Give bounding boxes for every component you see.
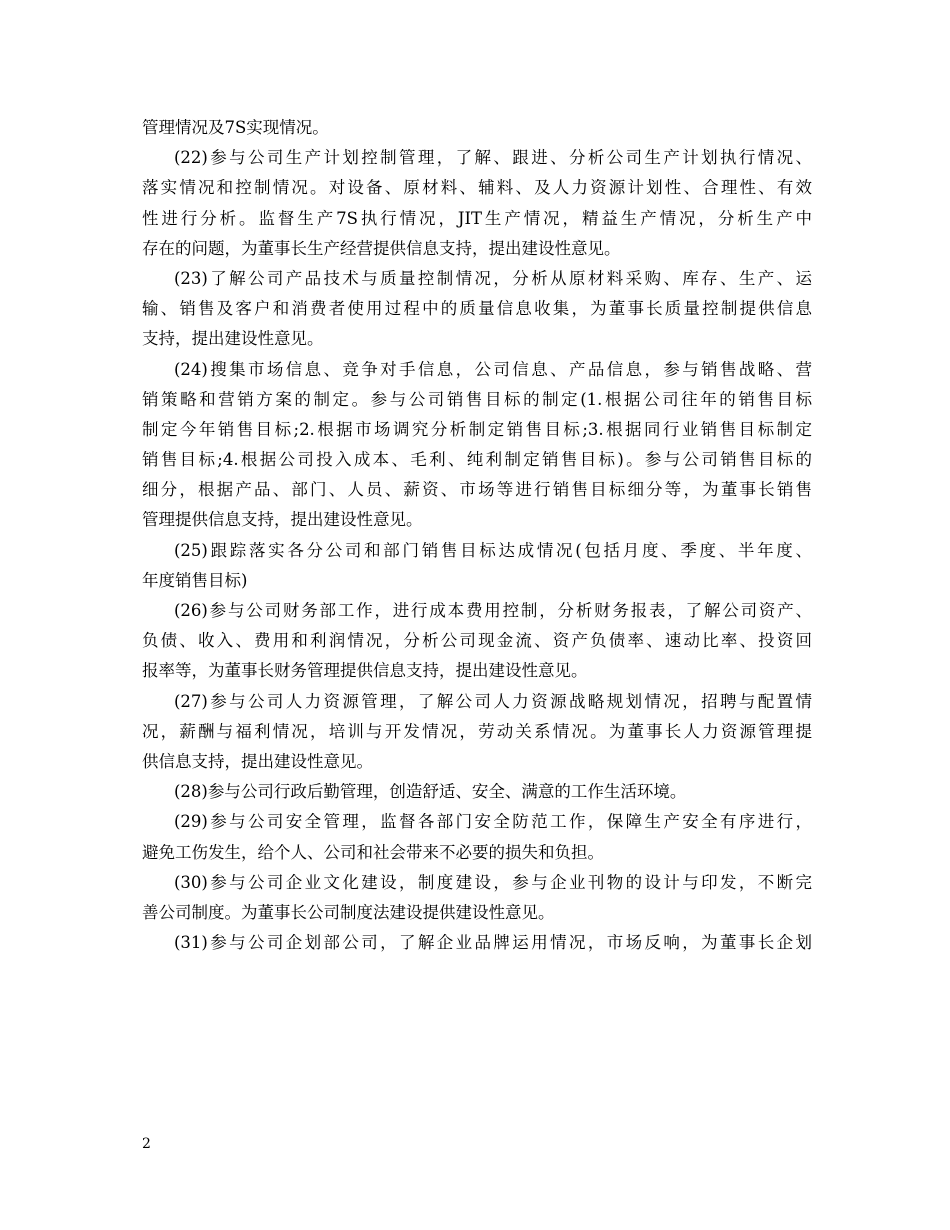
text-line: (25)跟踪落实各分公司和部门销售目标达成情况(包括月度、季度、半年度、 [174, 540, 812, 560]
text-line: 支持，提出建设性意见。 [142, 329, 324, 349]
text-line: 存在的问题，为董事长生产经营提供信息支持，提出建设性意见。 [142, 238, 621, 258]
page-number: 2 [142, 1136, 151, 1152]
text-line: (31)参与公司企划部公司，了解企业品牌运用情况，市场反响，为董事长企划 [174, 933, 812, 953]
text-line: 善公司制度。为董事长公司制度法建设提供建设性意见。 [142, 902, 555, 922]
text-line: (22)参与公司生产计划控制管理，了解、跟进、分析公司生产计划执行情况、 [174, 148, 812, 168]
body-text [142, 113, 812, 958]
text-line: 细分，根据产品、部门、人员、薪资、市场等进行销售目标细分等，为董事长销售 [142, 480, 812, 500]
text-line: 输、销售及客户和消费者使用过程中的质量信息收集，为董事长质量控制提供信息 [142, 299, 812, 319]
text-line: (23)了解公司产品技术与质量控制情况，分析从原材料采购、库存、生产、运 [174, 268, 812, 288]
text-line: 销策略和营销方案的制定。参与公司销售目标的制定(1.根据公司往年的销售目标 [142, 389, 812, 409]
text-line: 供信息支持，提出建设性意见。 [142, 751, 373, 771]
text-line: 年度销售目标) [142, 570, 248, 590]
text-line: 管理提供信息支持，提出建设性意见。 [142, 510, 423, 530]
text-line: 报率等，为董事长财务管理提供信息支持，提出建设性意见。 [142, 661, 588, 681]
text-line: (29)参与公司安全管理，监督各部门安全防范工作，保障生产安全有序进行， [174, 812, 812, 832]
text-line: 落实情况和控制情况。对设备、原材料、辅料、及人力资源计划性、合理性、有效 [142, 178, 812, 198]
text-line: (30)参与公司企业文化建设，制度建设，参与企业刊物的设计与印发，不断完 [174, 872, 812, 892]
text-line: (27)参与公司人力资源管理，了解公司人力资源战略规划情况，招聘与配置情 [174, 691, 812, 711]
text-line: 管理情况及7S实现情况。 [142, 118, 329, 137]
text-line: (26)参与公司财务部工作，进行成本费用控制，分析财务报表，了解公司资产、 [174, 601, 812, 620]
text-line: 况，薪酬与福利情况，培训与开发情况，劳动关系情况。为董事长人力资源管理提 [142, 721, 812, 741]
text-line: 性进行分析。监督生产7S执行情况，JIT生产情况，精益生产情况，分析生产中 [142, 208, 812, 228]
text-line: 负债、收入、费用和利润情况，分析公司现金流、资产负债率、速动比率、投资回 [142, 631, 812, 651]
text-line: 销售目标;4.根据公司投入成本、毛利、纯利制定销售目标)。参与公司销售目标的 [142, 450, 812, 470]
text-line: (24)搜集市场信息、竞争对手信息，公司信息、产品信息，参与销售战略、营 [174, 359, 812, 379]
text-line: (28)参与公司行政后勤管理，创造舒适、安全、满意的工作生活环境。 [174, 782, 687, 802]
text-line: 避免工伤发生，给个人、公司和社会带来不必要的损失和负担。 [142, 842, 604, 862]
text-line: 制定今年销售目标;2.根据市场调究分析制定销售目标;3.根据同行业销售目标制定 [142, 419, 812, 439]
